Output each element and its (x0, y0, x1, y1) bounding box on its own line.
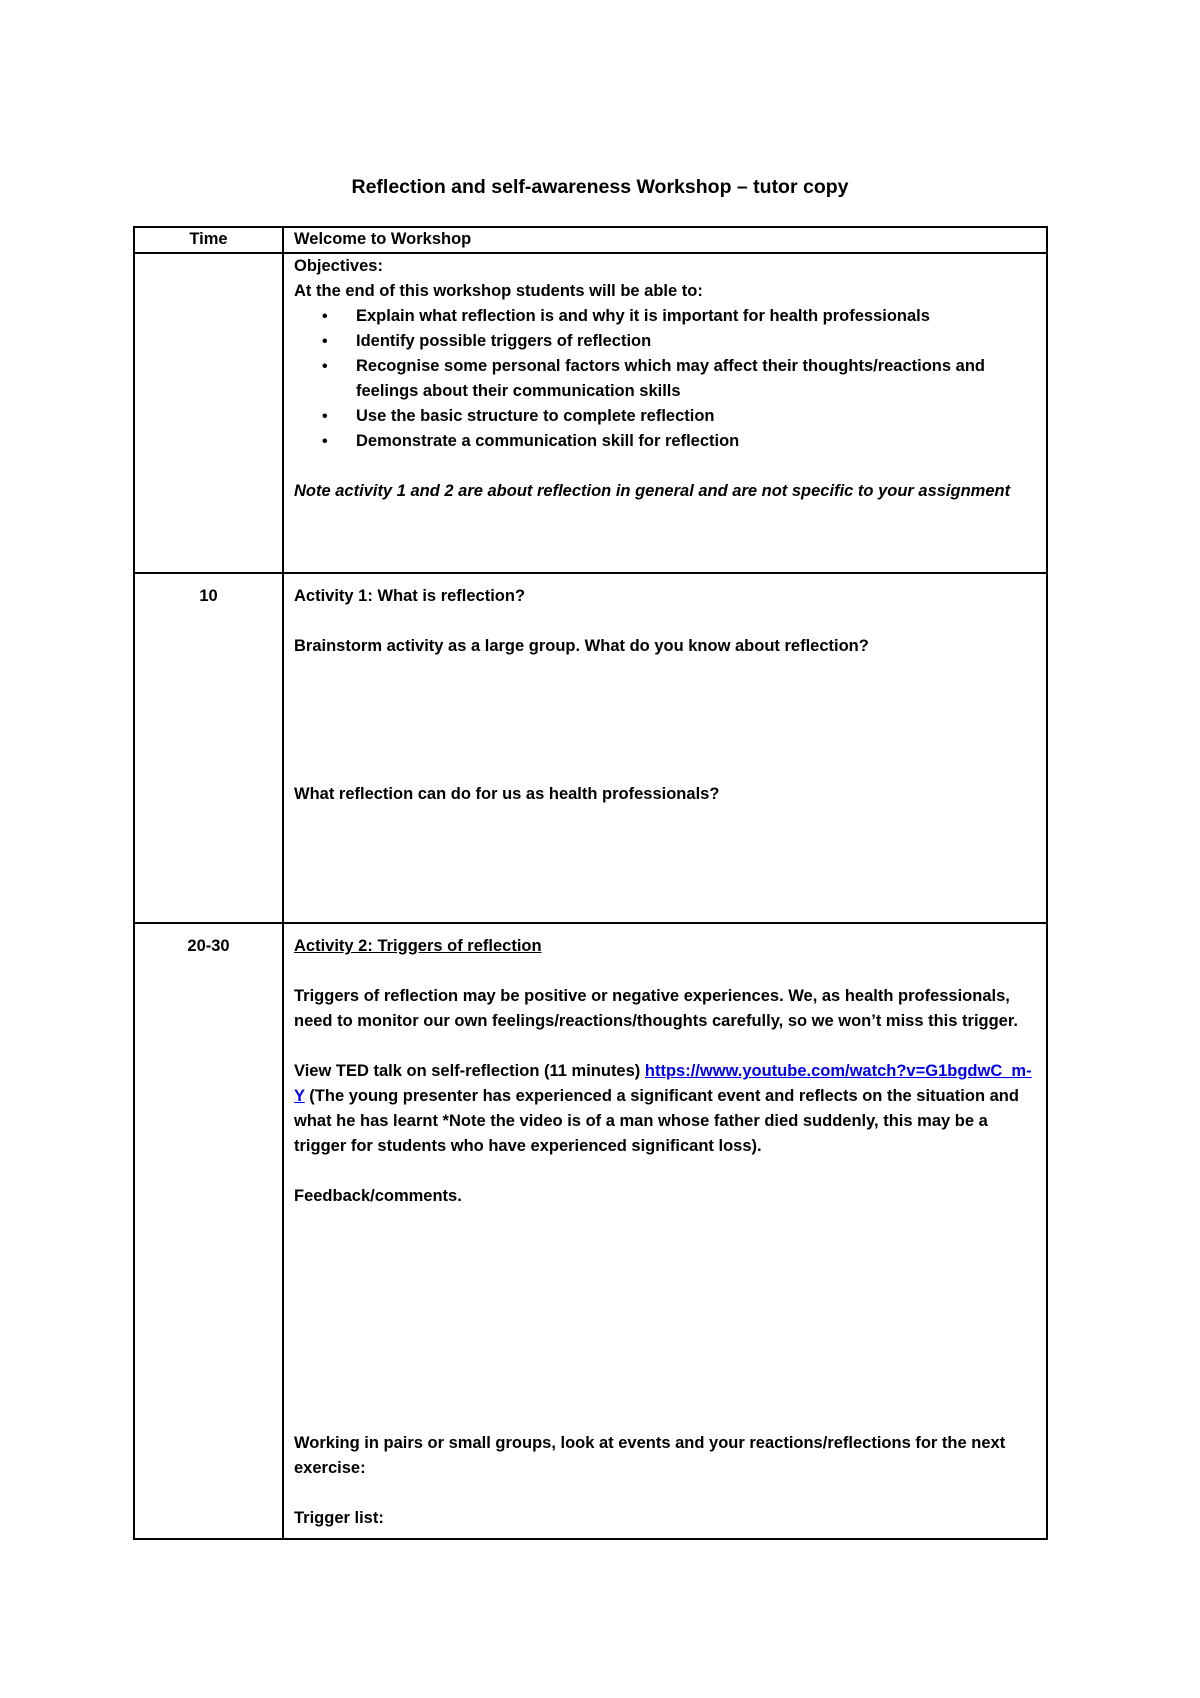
page-title: Reflection and self-awareness Workshop – tutor copy (351, 176, 849, 198)
activity1-cell (283, 573, 1047, 923)
activity2-title: Activity 2: Triggers of reflection (294, 937, 542, 955)
activity2-ted-paragraph (294, 1059, 1036, 1159)
objectives-time-cell (134, 253, 283, 573)
objectives-row (134, 253, 1047, 573)
objectives-list (294, 304, 1036, 454)
activity-note: Note activity 1 and 2 are about reflection in general and are not specific to your assignment (294, 482, 1011, 500)
objectives-cell (283, 253, 1047, 573)
objective-text: Use the basic structure to complete reflection (356, 407, 715, 425)
time-header: Time (189, 230, 228, 248)
list-item (322, 404, 1036, 429)
activity2-time-cell (134, 923, 283, 1539)
activity1-time: 10 (199, 587, 218, 605)
ted-text-before: View TED talk on self-reflection (11 minutes) (294, 1062, 645, 1080)
list-item (322, 354, 1036, 404)
objectives-intro: At the end of this workshop students will be able to: (294, 282, 703, 300)
activity2-feedback: Feedback/comments. (294, 1187, 462, 1205)
bullet-icon: • (322, 308, 328, 325)
welcome-header: Welcome to Workshop (294, 230, 472, 248)
ted-text-after: (The young presenter has experienced a significant event and reflects on the situation and what he has learnt *Note the video is of a man whose father died suddenly, this may be a trigger for students who have experienced significant loss). (294, 1087, 1019, 1155)
activity1-row (134, 573, 1047, 923)
workshop-table (133, 226, 1048, 1540)
list-item (322, 304, 1036, 329)
bullet-icon: • (322, 358, 328, 375)
objectives-heading: Objectives: (294, 257, 383, 275)
youtube-link[interactable]: https://www.youtube.com/watch?v=G1bgdwC_m-Y (294, 1062, 1032, 1105)
activity2-cell (283, 923, 1047, 1539)
bullet-icon: • (322, 408, 328, 425)
bullet-icon: • (322, 333, 328, 350)
activity1-question: What reflection can do for us as health professionals? (294, 785, 720, 803)
time-header-cell (134, 227, 283, 253)
activity1-brainstorm: Brainstorm activity as a large group. What do you know about reflection? (294, 637, 869, 655)
list-item (322, 429, 1036, 454)
activity2-intro: Triggers of reflection may be positive or negative experiences. We, as health professionals, need to monitor our own feelings/reactions/thoughts carefully, so we won’t miss this trigger. (294, 987, 1018, 1030)
activity2-pairs-instruction: Working in pairs or small groups, look at events and your reactions/reflections for the next exercise: (294, 1434, 1006, 1477)
objective-text: Identify possible triggers of reflection (356, 332, 652, 350)
objective-text: Explain what reflection is and why it is important for health professionals (356, 307, 930, 325)
trigger-list-label: Trigger list: (294, 1509, 384, 1527)
activity2-row (134, 923, 1047, 1539)
objective-text: Recognise some personal factors which may affect their thoughts/reactions and feelings about their communication skills (356, 357, 985, 400)
activity1-title: Activity 1: What is reflection? (294, 587, 526, 605)
bullet-icon: • (322, 433, 328, 450)
welcome-header-cell (283, 227, 1047, 253)
activity2-time: 20-30 (187, 937, 230, 955)
table-header-row (134, 227, 1047, 253)
objective-text: Demonstrate a communication skill for reflection (356, 432, 740, 450)
list-item (322, 329, 1036, 354)
activity1-time-cell (134, 573, 283, 923)
